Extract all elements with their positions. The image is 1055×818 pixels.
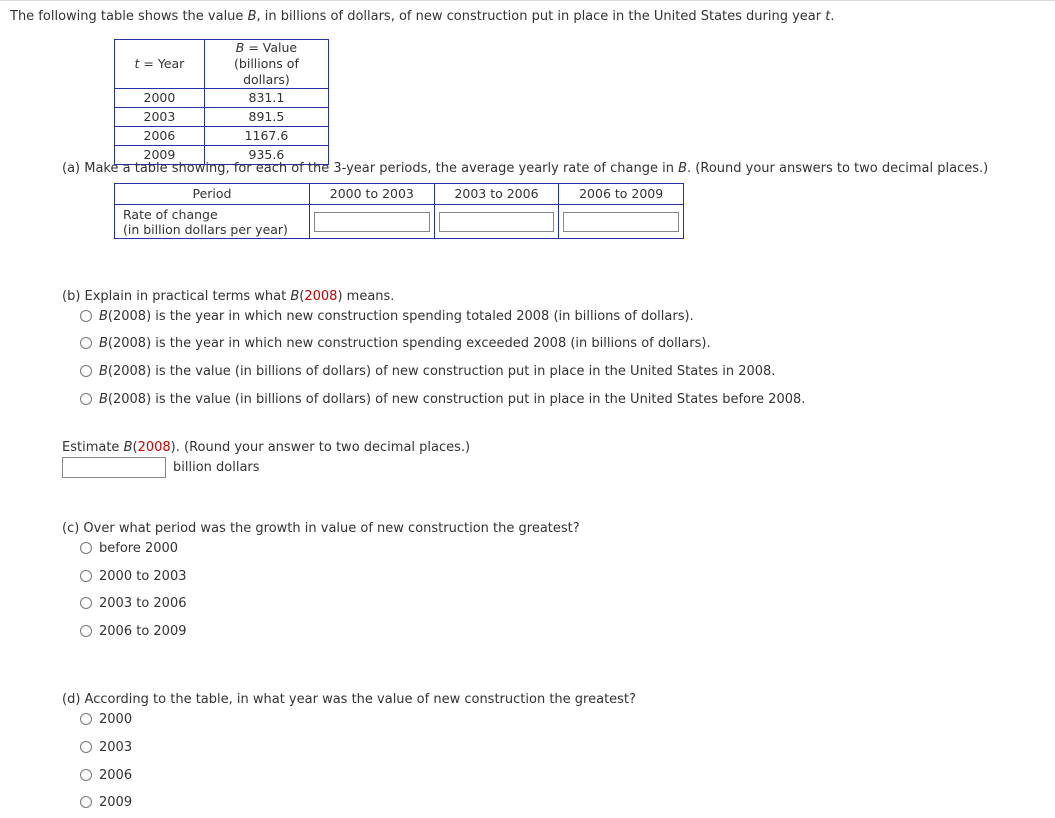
part-d-option-1-label[interactable]: 2000 bbox=[99, 712, 133, 727]
value-cell: 831.1 bbox=[204, 89, 328, 108]
part-d-option-4-radio[interactable] bbox=[80, 796, 92, 808]
part-b-option-4-radio[interactable] bbox=[80, 393, 92, 405]
rate-cell bbox=[434, 205, 559, 239]
part-c-option-2-label[interactable]: 2000 to 2003 bbox=[99, 569, 187, 584]
rate-input-2000-2003[interactable] bbox=[314, 212, 430, 232]
year-cell: 2003 bbox=[115, 108, 205, 127]
part-b-option-2-radio[interactable] bbox=[80, 337, 92, 349]
intro-text: The following table shows the value B, in billions of dollars, of new construction put in place in the United States during year t. bbox=[10, 9, 835, 24]
rate-row bbox=[115, 205, 684, 239]
year-cell: 2000 bbox=[115, 89, 205, 108]
part-d-option-2-label[interactable]: 2003 bbox=[99, 740, 133, 755]
part-c-option-4-label[interactable]: 2006 to 2009 bbox=[99, 624, 187, 639]
part-c-option-1-label[interactable]: before 2000 bbox=[99, 541, 179, 556]
rate-input-2003-2006[interactable] bbox=[439, 212, 555, 232]
year-cell: 2006 bbox=[115, 127, 205, 146]
period-header-2006-2009: 2006 to 2009 bbox=[559, 184, 684, 205]
value-cell: 935.6 bbox=[204, 146, 328, 165]
value-cell: 1167.6 bbox=[204, 127, 328, 146]
estimate-input[interactable] bbox=[62, 457, 166, 478]
part-c-option-3-label[interactable]: 2003 to 2006 bbox=[99, 596, 187, 611]
estimate-unit-label: billion dollars bbox=[173, 460, 260, 475]
table-row bbox=[115, 89, 329, 108]
part-d-option-4-label[interactable]: 2009 bbox=[99, 795, 133, 810]
period-header: Period bbox=[115, 184, 310, 205]
part-c-option-2-radio[interactable] bbox=[80, 570, 92, 582]
part-c-option-4-radio[interactable] bbox=[80, 625, 92, 637]
data-table-header bbox=[115, 40, 329, 89]
part-b-option-1-radio[interactable] bbox=[80, 310, 92, 322]
part-d-option-3-label[interactable]: 2006 bbox=[99, 768, 133, 783]
part-c-option-3-radio[interactable] bbox=[80, 597, 92, 609]
rate-input-2006-2009[interactable] bbox=[563, 212, 679, 232]
part-b-option-2-label[interactable]: B(2008) is the year in which new construction spending exceeded 2008 (in billions of dollars). bbox=[99, 336, 711, 351]
part-b-option-1-label[interactable]: B(2008) is the year in which new construction spending totaled 2008 (in billions of dollars). bbox=[99, 309, 694, 324]
part-d-prompt: (d) According to the table, in what year was the value of new construction the greatest? bbox=[62, 692, 636, 707]
part-c-prompt: (c) Over what period was the growth in value of new construction the greatest? bbox=[62, 521, 580, 536]
value-column-header: B = Value (billions of dollars) bbox=[204, 40, 328, 89]
part-b-prompt: (b) Explain in practical terms what B(2008) means. bbox=[62, 289, 395, 304]
period-header-2003-2006: 2003 to 2006 bbox=[434, 184, 559, 205]
year-column-header: t = Year bbox=[115, 40, 205, 89]
rate-table-header bbox=[115, 184, 684, 205]
table-row bbox=[115, 108, 329, 127]
part-b-option-3-radio[interactable] bbox=[80, 365, 92, 377]
top-divider bbox=[0, 0, 1055, 1]
estimate-prompt: Estimate B(2008). (Round your answer to two decimal places.) bbox=[62, 440, 471, 455]
data-table bbox=[114, 39, 329, 165]
rate-table bbox=[114, 183, 684, 239]
rate-row-label: Rate of change (in billion dollars per year) bbox=[115, 205, 310, 239]
part-b-option-3-label[interactable]: B(2008) is the value (in billions of dollars) of new construction put in place in the United States in 2008. bbox=[99, 364, 776, 379]
part-a-prompt: (a) Make a table showing, for each of the 3-year periods, the average yearly rate of change in B. (Round your answers to two decimal places.) bbox=[62, 161, 989, 176]
part-d-option-2-radio[interactable] bbox=[80, 741, 92, 753]
part-b-option-4-label[interactable]: B(2008) is the value (in billions of dollars) of new construction put in place in the United States before 2008. bbox=[99, 392, 806, 407]
rate-cell bbox=[559, 205, 684, 239]
year-cell: 2009 bbox=[115, 146, 205, 165]
part-d-option-1-radio[interactable] bbox=[80, 713, 92, 725]
rate-cell bbox=[310, 205, 435, 239]
value-cell: 891.5 bbox=[204, 108, 328, 127]
period-header-2000-2003: 2000 to 2003 bbox=[310, 184, 435, 205]
part-c-option-1-radio[interactable] bbox=[80, 542, 92, 554]
table-row bbox=[115, 127, 329, 146]
part-d-option-3-radio[interactable] bbox=[80, 769, 92, 781]
